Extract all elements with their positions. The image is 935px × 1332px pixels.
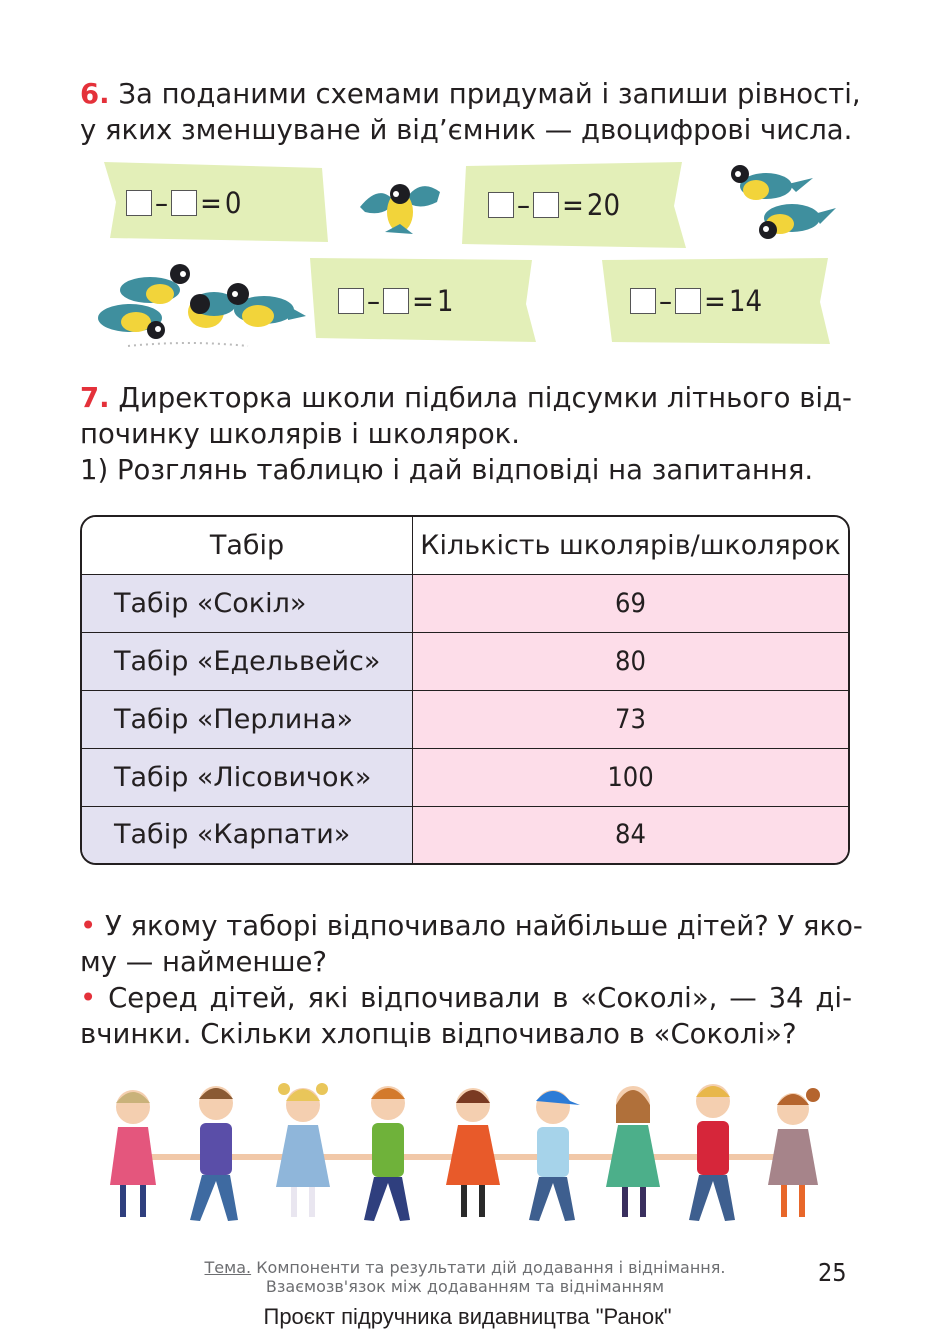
task7-number: 7.	[80, 382, 110, 414]
answer-box[interactable]	[338, 288, 364, 314]
topic-line2: Взаємозв'язок між додаванням та відніманням	[265, 1277, 665, 1296]
topic-line1: Компоненти та результати дій додавання і віднімання.	[256, 1258, 726, 1277]
camp-count: 73	[413, 690, 849, 748]
bird-flock-illustration	[88, 260, 308, 352]
answer-box[interactable]	[171, 190, 197, 216]
page-number: 25	[818, 1258, 847, 1287]
equation-2: – = 20	[488, 188, 620, 222]
footer-topic	[150, 1258, 780, 1296]
answer-box[interactable]	[126, 190, 152, 216]
equation-4: – = 14	[630, 284, 762, 318]
table-row	[82, 632, 848, 690]
flying-bird-illustration	[355, 172, 445, 244]
children-holding-hands-illustration	[88, 1065, 848, 1230]
table-row	[82, 690, 848, 748]
task7-line2: починку школярів і школярок.	[80, 418, 521, 450]
answer-box[interactable]	[675, 288, 701, 314]
equation-3: – = 1	[338, 284, 454, 318]
header-camp: Табір	[82, 517, 413, 575]
table-header-row	[82, 517, 848, 575]
camp-count: 80	[413, 632, 849, 690]
task6-number: 6.	[80, 78, 110, 110]
table-row	[82, 806, 848, 863]
bullet-icon: •	[80, 910, 97, 942]
question-1-line2: му — найменше?	[80, 946, 328, 978]
camp-count: 100	[413, 748, 849, 806]
answer-box[interactable]	[488, 192, 514, 218]
question-2-line2: вчинки. Скільки хлопців відпочивало в «Соколі»?	[80, 1018, 797, 1050]
header-count: Кількість школярів/школярок	[413, 517, 849, 575]
answer-box[interactable]	[383, 288, 409, 314]
camp-name: Табір «Карпати»	[82, 806, 413, 863]
schema-card-2	[456, 160, 692, 252]
table-row	[82, 748, 848, 806]
camps-table	[80, 515, 850, 865]
project-note: Проєкт підручника видавництва "Ранок"	[263, 1304, 672, 1329]
schema-card-3	[306, 254, 538, 346]
answer-box[interactable]	[533, 192, 559, 218]
camp-name: Табір «Сокіл»	[82, 575, 413, 633]
two-birds-illustration	[718, 158, 838, 250]
camp-name: Табір «Лісовичок»	[82, 748, 413, 806]
camp-count: 84	[413, 806, 849, 863]
task6-line2: у яких зменшуване й від’ємник — двоцифрові числа.	[80, 114, 853, 146]
question-1-line1: • У якому таборі відпочивало найбільше дітей? У яко-	[80, 910, 863, 942]
camp-name: Табір «Перлина»	[82, 690, 413, 748]
table-row	[82, 575, 848, 633]
question-2-line1: • Серед дітей, які відпочивали в «Соколі», — 34 ді-	[80, 982, 852, 1014]
task7-line3: 1) Розглянь таблицю і дай відповіді на запитання.	[80, 454, 814, 486]
schema-card-1	[96, 158, 332, 246]
camp-count: 69	[413, 575, 849, 633]
equation-1: – = 0	[126, 186, 242, 220]
bullet-icon: •	[80, 982, 97, 1014]
task6-line1: 6. За поданими схемами придумай і запиши рівності,	[80, 78, 861, 110]
camp-name: Табір «Едельвейс»	[82, 632, 413, 690]
schema-card-4	[598, 254, 832, 346]
topic-label: Тема.	[204, 1258, 252, 1277]
task7-line1: 7. Директорка школи підбила підсумки літнього від-	[80, 382, 852, 414]
answer-box[interactable]	[630, 288, 656, 314]
